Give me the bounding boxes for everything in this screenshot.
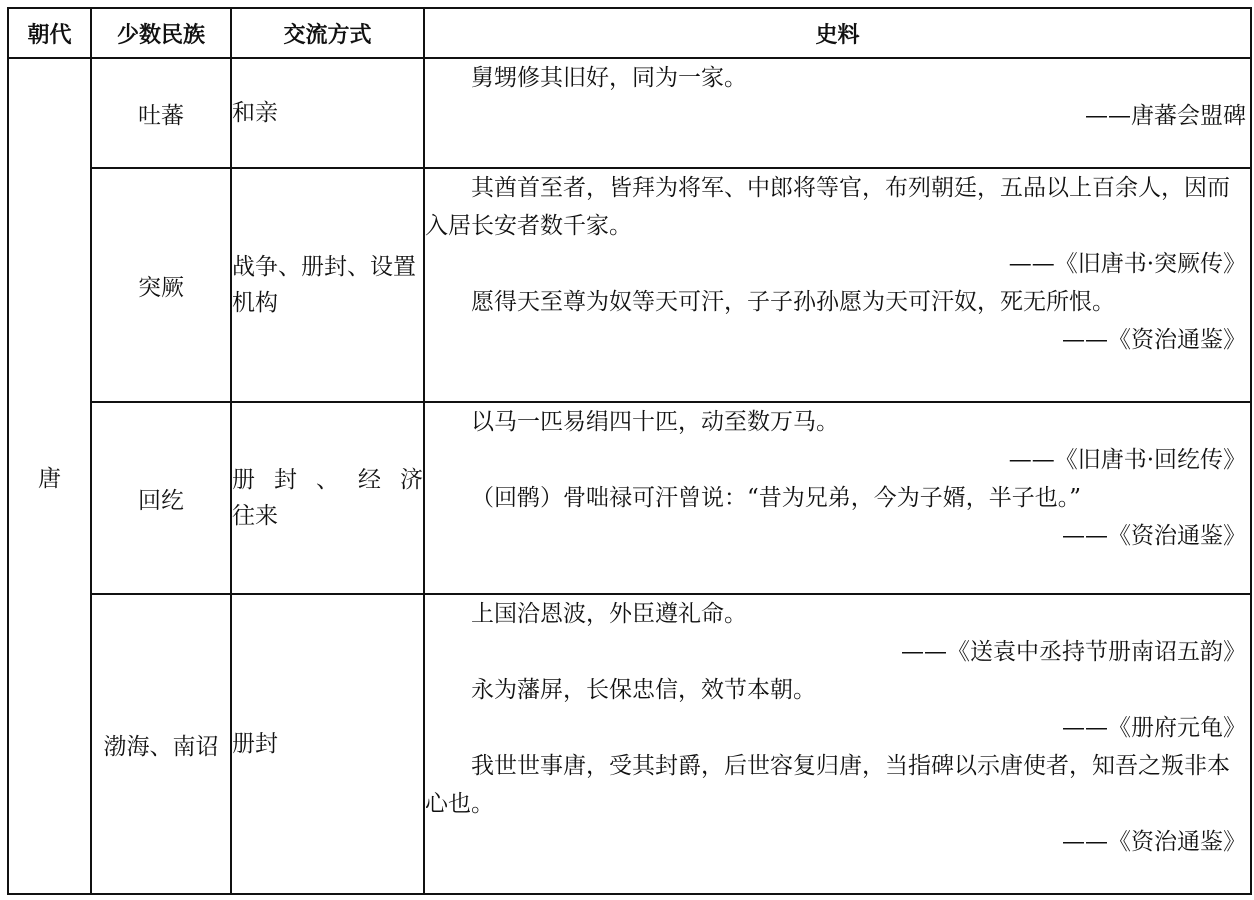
table-row	[8, 402, 1251, 594]
ethnic-group-cell: 吐蕃	[91, 58, 231, 168]
source-citation: ——《资治通鉴》	[1062, 327, 1246, 353]
source-cell	[424, 168, 1251, 402]
exchange-mode-cell: 册封	[231, 594, 424, 894]
table-row	[8, 58, 1251, 168]
source-citation: ——唐蕃会盟碑	[1085, 103, 1246, 129]
exchange-mode-cell	[231, 402, 424, 594]
history-table	[7, 7, 1252, 895]
source-quote: 永为藩屏，长保忠信，效节本朝。	[471, 677, 816, 703]
ethnic-group-cell: 突厥	[91, 168, 231, 402]
header-row	[8, 8, 1251, 58]
header-dynasty: 朝代	[8, 8, 91, 58]
source-cell	[424, 402, 1251, 594]
exchange-mode-line: 往来	[232, 503, 278, 529]
exchange-mode-cell: 战争、册封、设置机构	[231, 168, 424, 402]
source-citation: ——《册府元龟》	[1062, 715, 1246, 741]
header-ethnic-group: 少数民族	[91, 8, 231, 58]
source-quote: （回鹘）骨咄禄可汗曾说：“昔为兄弟，今为子婿，半子也。”	[471, 485, 1082, 511]
ethnic-group-cell: 回纥	[91, 402, 231, 594]
source-quote: 愿得天至尊为奴等天可汗，子子孙孙愿为天可汗奴，死无所恨。	[471, 289, 1115, 315]
table-row	[8, 168, 1251, 402]
dynasty-cell: 唐	[8, 58, 91, 894]
source-quote: 舅甥修其旧好，同为一家。	[471, 65, 747, 91]
header-exchange-mode: 交流方式	[231, 8, 424, 58]
source-citation: ——《旧唐书·回纥传》	[1008, 447, 1246, 473]
source-cell	[424, 594, 1251, 894]
exchange-mode-line: 册封、经济	[232, 467, 423, 493]
source-cell	[424, 58, 1251, 168]
source-citation: ——《资治通鉴》	[1062, 523, 1246, 549]
exchange-mode-cell: 和亲	[231, 58, 424, 168]
source-quote: 其酋首至者，皆拜为将军、中郎将等官，布列朝廷，五品以上百余人，因而入居长安者数千家。	[425, 175, 1230, 239]
source-quote: 以马一匹易绢四十匹，动至数万马。	[471, 409, 839, 435]
source-quote: 上国洽恩波，外臣遵礼命。	[471, 601, 747, 627]
source-citation: ——《资治通鉴》	[1062, 829, 1246, 855]
source-citation: ——《送袁中丞持节册南诏五韵》	[901, 639, 1246, 665]
header-historical-sources: 史料	[424, 8, 1251, 58]
source-quote: 我世世事唐，受其封爵，后世容复归唐，当指碑以示唐使者，知吾之叛非本心也。	[425, 753, 1230, 817]
table-row	[8, 594, 1251, 894]
ethnic-group-cell: 渤海、南诏	[91, 594, 231, 894]
source-citation: ——《旧唐书·突厥传》	[1008, 251, 1246, 277]
